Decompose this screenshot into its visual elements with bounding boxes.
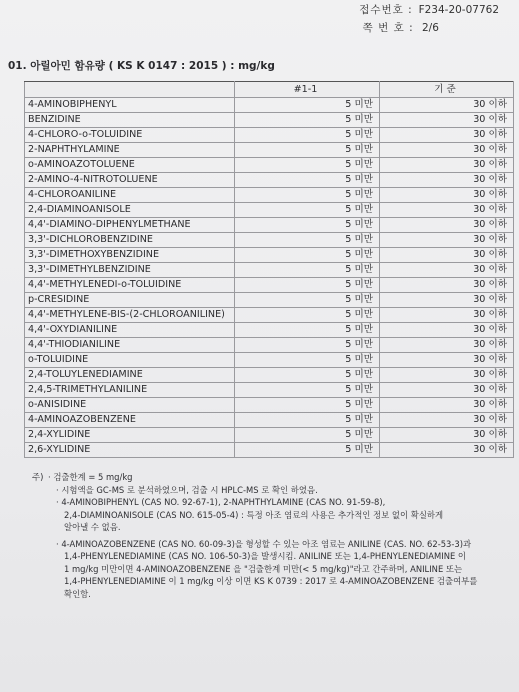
- substance-name: 3,3'-DIMETHYLBENZIDINE: [25, 263, 235, 278]
- table-row: [25, 113, 514, 128]
- table-row: [25, 428, 514, 443]
- standard-limit: 30 이하: [380, 113, 514, 128]
- footnotes: [34, 471, 512, 600]
- aminoazobenzene-note-line-3: 1 mg/kg 미만이면 4-AMINOAZOBENZENE 을 "검출한계 미만(< 5 mg/kg)"라고 간주하며, ANILINE 또는: [64, 563, 463, 574]
- sample-result: 5 미만: [235, 413, 380, 428]
- sample-result: 5 미만: [235, 263, 380, 278]
- standard-limit: 30 이하: [380, 263, 514, 278]
- substance-name: o-ANISIDINE: [25, 398, 235, 413]
- substance-name: 4,4'-OXYDIANILINE: [25, 323, 235, 338]
- substance-name: 4,4'-DIAMINO-DIPHENYLMETHANE: [25, 218, 235, 233]
- page-number-label: 쪽 번 호 :: [362, 22, 414, 34]
- table-row: [25, 338, 514, 353]
- column-header-substance: [25, 82, 235, 98]
- table-row: [25, 128, 514, 143]
- standard-limit: 30 이하: [380, 233, 514, 248]
- standard-limit: 30 이하: [380, 398, 514, 413]
- sample-result: 5 미만: [235, 143, 380, 158]
- standard-limit: 30 이하: [380, 143, 514, 158]
- cas-note-line-3: 알아낼 수 없음.: [64, 522, 121, 532]
- sample-result: 5 미만: [235, 428, 380, 443]
- standard-limit: 30 이하: [380, 323, 514, 338]
- substance-name: 4,4'-METHYLENE-BIS-(2-CHLOROANILINE): [25, 308, 235, 323]
- standard-limit: 30 이하: [380, 353, 514, 368]
- sample-result: 5 미만: [235, 203, 380, 218]
- standard-limit: 30 이하: [380, 188, 514, 203]
- substance-name: 3,3'-DIMETHOXYBENZIDINE: [25, 248, 235, 263]
- sample-result: 5 미만: [235, 323, 380, 338]
- substance-name: 4,4'-THIODIANILINE: [25, 338, 235, 353]
- substance-name: 4-CHLOROANILINE: [25, 188, 235, 203]
- results-table: [24, 81, 514, 458]
- page-number-value: 2/6: [422, 22, 439, 34]
- standard-limit: 30 이하: [380, 293, 514, 308]
- standard-limit: 30 이하: [380, 158, 514, 173]
- table-row: [25, 278, 514, 293]
- table-row: [25, 323, 514, 338]
- receipt-number: [359, 2, 499, 17]
- column-header-sample: #1-1: [235, 82, 380, 98]
- table-row: [25, 368, 514, 383]
- substance-name: o-AMINOAZOTOLUENE: [25, 158, 235, 173]
- substance-name: o-TOLUIDINE: [25, 353, 235, 368]
- standard-limit: 30 이하: [380, 413, 514, 428]
- sample-result: 5 미만: [235, 368, 380, 383]
- column-header-standard: 기 준: [380, 82, 514, 98]
- sample-result: 5 미만: [235, 158, 380, 173]
- table-header-row: [25, 82, 514, 98]
- table-row: [25, 188, 514, 203]
- sample-result: 5 미만: [235, 98, 380, 113]
- substance-name: 2,4-TOLUYLENEDIAMINE: [25, 368, 235, 383]
- standard-limit: 30 이하: [380, 278, 514, 293]
- sample-result: 5 미만: [235, 293, 380, 308]
- sample-result: 5 미만: [235, 398, 380, 413]
- table-row: [25, 293, 514, 308]
- table-row: [25, 233, 514, 248]
- sample-result: 5 미만: [235, 113, 380, 128]
- table-body: [25, 98, 514, 458]
- standard-limit: 30 이하: [380, 368, 514, 383]
- method-note: · 시험액을 GC-MS 로 분석하였으며, 검출 시 HPLC-MS 로 확인 하였음.: [56, 484, 318, 495]
- sample-result: 5 미만: [235, 173, 380, 188]
- table-row: [25, 383, 514, 398]
- standard-limit: 30 이하: [380, 308, 514, 323]
- substance-name: 4-CHLORO-o-TOLUIDINE: [25, 128, 235, 143]
- standard-limit: 30 이하: [380, 218, 514, 233]
- sample-result: 5 미만: [235, 353, 380, 368]
- detection-limit-note: · 검출한계 = 5 mg/kg: [48, 472, 133, 482]
- standard-limit: 30 이하: [380, 338, 514, 353]
- substance-name: BENZIDINE: [25, 113, 235, 128]
- receipt-number-label: 접수번호 :: [359, 4, 413, 16]
- table-row: [25, 173, 514, 188]
- sample-result: 5 미만: [235, 443, 380, 458]
- table-row: [25, 263, 514, 278]
- table-row: [25, 308, 514, 323]
- table-row: [25, 353, 514, 368]
- sample-result: 5 미만: [235, 308, 380, 323]
- sample-result: 5 미만: [235, 188, 380, 203]
- aminoazobenzene-note-line-5: 확인함.: [64, 588, 91, 599]
- standard-limit: 30 이하: [380, 98, 514, 113]
- table-row: [25, 248, 514, 263]
- standard-limit: 30 이하: [380, 173, 514, 188]
- receipt-number-value: F234-20-07762: [418, 4, 499, 16]
- substance-name: 2-NAPHTHYLAMINE: [25, 143, 235, 158]
- sample-result: 5 미만: [235, 248, 380, 263]
- table-row: [25, 143, 514, 158]
- page-number: [363, 20, 499, 35]
- aminoazobenzene-note-line-2: 1,4-PHENYLENEDIAMINE (CAS NO. 106-50-3)을 발생시킴. ANILINE 또는 1,4-PHENYLENEDIAMINE 이: [64, 551, 467, 561]
- substance-name: 4,4'-METHYLENEDI-o-TOLUIDINE: [25, 278, 235, 293]
- table-row: [25, 158, 514, 173]
- sample-result: 5 미만: [235, 383, 380, 398]
- standard-limit: 30 이하: [380, 443, 514, 458]
- substance-name: 2,6-XYLIDINE: [25, 443, 235, 458]
- substance-name: 4-AMINOAZOBENZENE: [25, 413, 235, 428]
- sample-result: 5 미만: [235, 233, 380, 248]
- substance-name: 2-AMINO-4-NITROTOLUENE: [25, 173, 235, 188]
- standard-limit: 30 이하: [380, 128, 514, 143]
- substance-name: p-CRESIDINE: [25, 293, 235, 308]
- substance-name: 3,3'-DICHLOROBENZIDINE: [25, 233, 235, 248]
- table-row: [25, 443, 514, 458]
- standard-limit: 30 이하: [380, 203, 514, 218]
- aminoazobenzene-note-line-1: · 4-AMINOAZOBENZENE (CAS NO. 60-09-3)을 형성할 수 있는 아조 염료는 ANILINE (CAS. NO. 62-53-3)과: [56, 538, 472, 549]
- footnote-mark: 주): [32, 472, 44, 482]
- standard-limit: 30 이하: [380, 248, 514, 263]
- table-row: [25, 98, 514, 113]
- table-row: [25, 203, 514, 218]
- sample-result: 5 미만: [235, 338, 380, 353]
- table-row: [25, 413, 514, 428]
- sample-result: 5 미만: [235, 128, 380, 143]
- table-row: [25, 218, 514, 233]
- aminoazobenzene-note-line-4: 1,4-PHENYLENEDIAMINE 이 1 mg/kg 이상 이면 KS K 0739 : 2017 로 4-AMINOAZOBENZENE 검출여부를: [64, 576, 478, 586]
- substance-name: 2,4-DIAMINOANISOLE: [25, 203, 235, 218]
- standard-limit: 30 이하: [380, 383, 514, 398]
- cas-note-line-1: · 4-AMINOBIPHENYL (CAS NO. 92-67-1), 2-NAPHTHYLAMINE (CAS NO. 91-59-8),: [56, 497, 386, 507]
- sample-result: 5 미만: [235, 218, 380, 233]
- table-row: [25, 398, 514, 413]
- substance-name: 2,4,5-TRIMETHYLANILINE: [25, 383, 235, 398]
- sample-result: 5 미만: [235, 278, 380, 293]
- substance-name: 4-AMINOBIPHENYL: [25, 98, 235, 113]
- substance-name: 2,4-XYLIDINE: [25, 428, 235, 443]
- cas-note-line-2: 2,4-DIAMINOANISOLE (CAS NO. 615-05-4) : 특정 아조 염료의 사용은 추가적인 정보 없이 확실하게: [64, 509, 444, 520]
- standard-limit: 30 이하: [380, 428, 514, 443]
- section-title: 01. 아릴아민 함유량 ( KS K 0147 : 2015 ) : mg/kg: [8, 60, 275, 72]
